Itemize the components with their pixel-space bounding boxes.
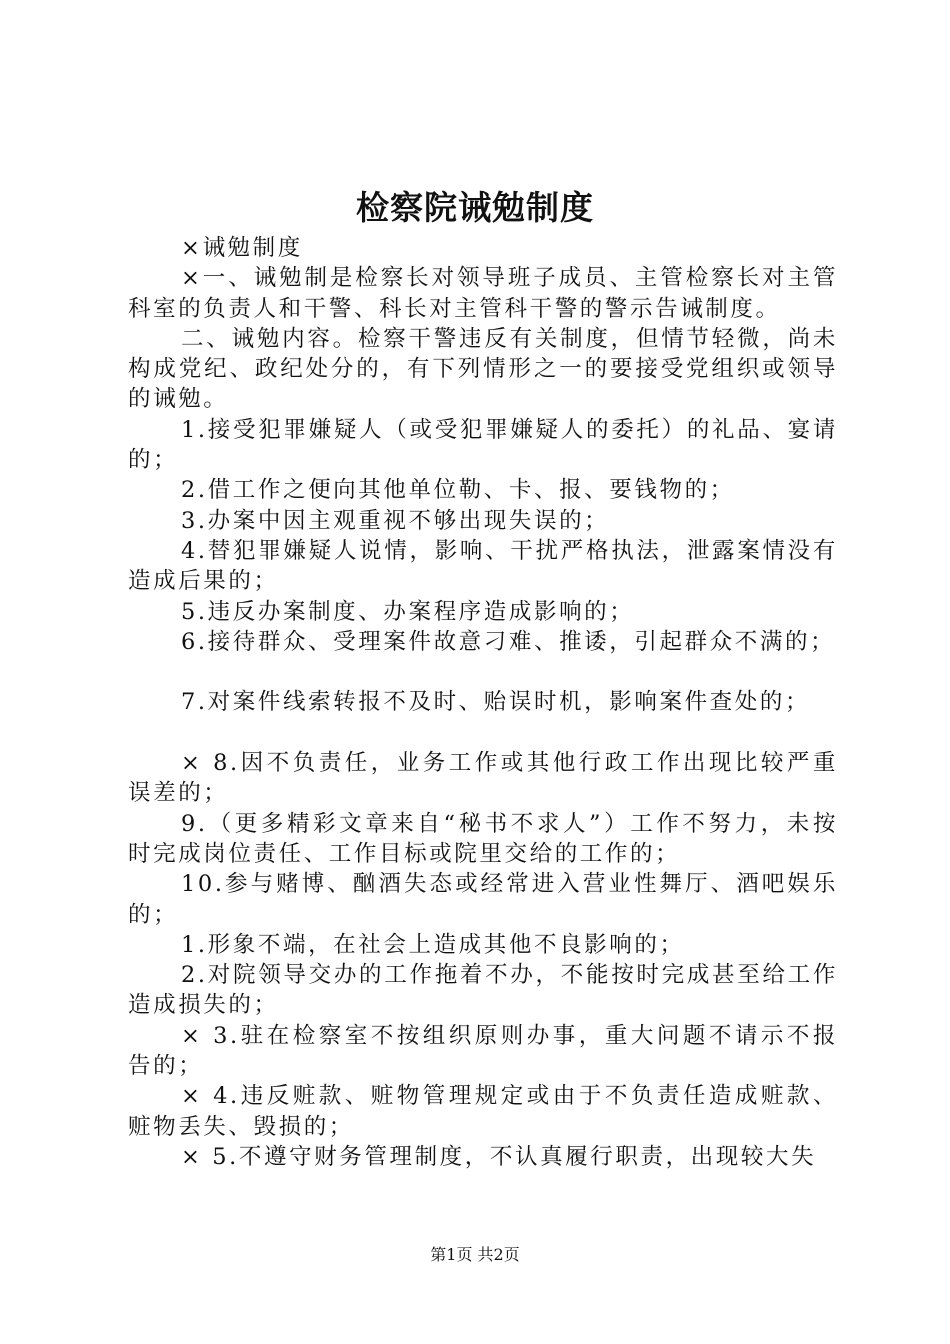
list-item-11: 1.形象不端，在社会上造成其他不良影响的； [181, 931, 685, 958]
list-item-10: 10.参与赌博、酗酒失态或经常进入营业性舞厅、酒吧娱乐的； [128, 871, 838, 928]
list-item-5: 5.违反办案制度、办案程序造成影响的； [181, 598, 635, 625]
list-item-14: × 4.违反赃款、赃物管理规定或由于不负责任造成赃款、赃物丢失、毁损的； [128, 1083, 838, 1140]
page-footer: 第1页 共2页 [430, 1245, 520, 1264]
document-body [128, 233, 838, 1172]
paragraph-section-2: 二、诫勉内容。检察干警违反有关制度，但情节轻微，尚未构成党纪、政纪处分的，有下列情形之一的要接受党组织或领导的诫勉。 [128, 325, 838, 413]
list-item-4: 4.替犯罪嫌疑人说情，影响、干扰严格执法，泄露案情没有造成后果的； [128, 537, 838, 595]
list-item-3: 3.办案中因主观重视不够出现失误的； [181, 507, 610, 534]
list-item-9: 9.（更多精彩文章来自“秘书不求人”）工作不努力，未按时完成岗位责任、工作目标或院里交给的工作的； [128, 810, 838, 867]
list-item-1: 1.接受犯罪嫌疑人（或受犯罪嫌疑人的委托）的礼品、宴请的； [128, 416, 838, 474]
paragraph-section-1: ×一、诫勉制是检察长对领导班子成员、主管检察长对主管科室的负责人和干警、科长对主管科干警的警示告诫制度。 [128, 265, 838, 322]
list-item-8: × 8.因不负责任，业务工作或其他行政工作出现比较严重误差的； [128, 750, 838, 807]
list-item-6: 6.接待群众、受理案件故意刁难、推诿，引起群众不满的； [181, 628, 836, 655]
list-item-13: × 3.驻在检察室不按组织原则办事，重大问题不请示不报告的； [128, 1022, 838, 1080]
document-title: 检察院诫勉制度 [356, 188, 594, 227]
paragraph-heading: ×诫勉制度 [181, 235, 303, 261]
list-item-12: 2.对院领导交办的工作拖着不办，不能按时完成甚至给工作造成损失的； [128, 962, 838, 1019]
list-item-2: 2.借工作之便向其他单位勒、卡、报、要钱物的； [181, 477, 735, 504]
list-item-15: × 5.不遵守财务管理制度，不认真履行职责，出现较大失 [181, 1143, 817, 1170]
list-item-7: 7.对案件线索转报不及时、贻误时机，影响案件查处的； [181, 689, 811, 716]
